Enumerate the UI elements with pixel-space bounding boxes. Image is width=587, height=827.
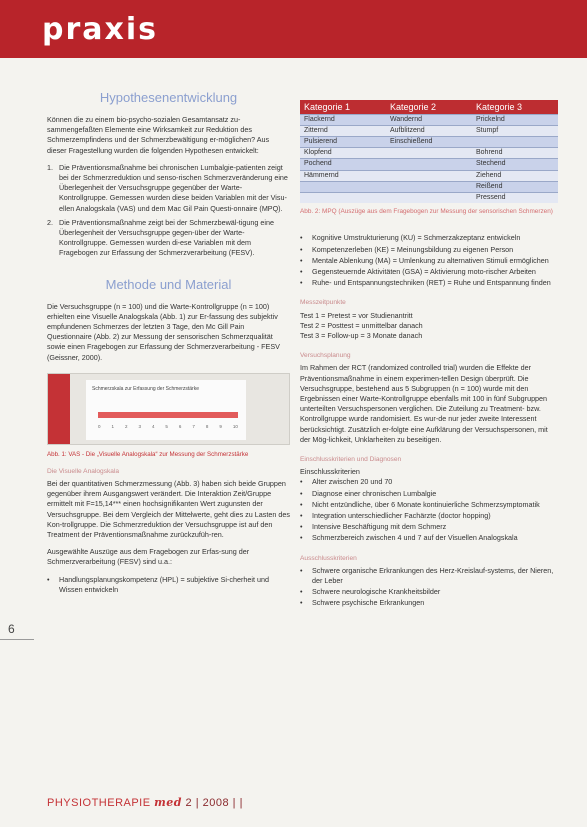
item-text: Schwere organische Erkrankungen des Herz-Kreislauf-systems, der Nieren, der Leber: [312, 565, 554, 586]
versuchsplanung-paragraph: Im Rahmen der RCT (randomized controlled trial) wurden die Effekte der Präventionsmaßnahme in einem experimen-tellen Design überprüft. Die Versuchsgruppe, bestehend aus 5 Subgruppen (n = 100) wurde mit den Ergebnissen einer Warte-Kontrollgruppe ebenfalls mit 100 in fünf Subgruppen unterteilten Versuchspersonen verglichen. Die Zuteilung zu Treatment- bzw. Kontrollgruppe wurde randomisiert. Es wur-de nur jeder zweite Interessent berücksichtigt. Zusätzlich er-folgte eine Aufklärung der Versuchspersonen, mit der Mög-lichkeit, Unklarheiten zu beseitigen.: [300, 363, 548, 444]
table-row: [300, 170, 558, 181]
list-item: [300, 489, 558, 499]
item-text: Handlungsplanungskompetenz (HPL) = subjektive Si-cherheit und Wissen entwickeln: [59, 574, 269, 594]
issue-info: 2 | 2008 | |: [185, 797, 243, 809]
heading-versuchsplanung: Versuchsplanung: [300, 352, 351, 360]
scale-tick: 10: [232, 423, 238, 429]
scale-tick: 9: [219, 423, 222, 429]
bullet: •: [300, 244, 303, 254]
table-cell: Pulsierend: [300, 136, 386, 147]
item-text: Schwere psychische Erkrankungen: [312, 598, 425, 608]
table-cell: Hämmernd: [300, 170, 386, 181]
list-item: [300, 477, 558, 487]
table-row: [300, 148, 558, 159]
table-cell: Reißend: [472, 181, 558, 192]
list-item: [300, 500, 558, 510]
einschluss-list: [300, 477, 558, 543]
item-text: Mentale Ablenkung (MA) = Umlenkung zu alternativen Stimuli ermöglichen: [312, 255, 549, 265]
bullet: •: [300, 499, 303, 509]
item-text: Schmerzbereich zwischen 4 und 7 auf der Visuellen Analogskala: [312, 533, 518, 543]
mess-line: Test 3 = Follow-up = 3 Monate danach: [300, 330, 423, 340]
subheading-vas: Die Visuelle Analogskala: [47, 467, 120, 475]
table-cell: Zitternd: [300, 125, 386, 136]
header-banner: [0, 0, 587, 58]
item-text: Diagnose einer chronischen Lumbalgie: [312, 488, 437, 498]
list-item: [300, 566, 558, 586]
list-item: [300, 511, 558, 521]
table-header: Kategorie 2: [386, 100, 472, 114]
scale-tick: 5: [165, 423, 168, 429]
scale-tick: 3: [138, 423, 141, 429]
table-cell: Flackernd: [300, 114, 386, 125]
messzeitpunkte-block: [300, 311, 558, 342]
bullet: •: [300, 587, 303, 597]
table-row: [300, 192, 558, 203]
table-cell: Ziehend: [472, 170, 558, 181]
scale-tick: 1: [111, 423, 114, 429]
list-item: [300, 522, 558, 532]
table-row: [300, 181, 558, 192]
hypotheses-list: [47, 163, 290, 259]
bullet: •: [300, 233, 303, 243]
table-cell: [300, 181, 386, 192]
list-item: [300, 256, 558, 266]
scale-tick: 7: [192, 423, 195, 429]
list-item: [300, 267, 558, 277]
table-cell: Prickelnd: [472, 114, 558, 125]
heading-hypothesen: Hypothesenentwicklung: [99, 90, 238, 105]
table-cell: Einschießend: [386, 136, 472, 147]
list-item: [47, 575, 290, 595]
bullet: •: [300, 565, 303, 575]
item-text: Intensive Beschäftigung mit dem Schmerz: [312, 522, 447, 532]
table-caption: Abb. 2: MPQ (Auszüge aus dem Fragebogen zur Messung der sensorischen Schmerzen): [300, 208, 553, 216]
bullet: •: [300, 278, 303, 288]
fesv-paragraph: Ausgewählte Auszüge aus dem Fragebogen zur Erfas-sung der Schmerzverarbeitung (FESV) sind u.a.:: [47, 547, 250, 567]
bullet: •: [300, 477, 303, 487]
scale-tick: 6: [178, 423, 182, 429]
table-cell: [472, 136, 558, 147]
heading-messzeitpunkte: Messzeitpunkte: [300, 299, 346, 307]
table-cell: Pressend: [472, 192, 558, 203]
vas-paragraph: Bei der quantitativen Schmerzmessung (Abb. 3) haben sich beide Gruppen gegenüber ihrem Ausgangswert verändert. Die Interaktion Zeit/Gruppe ermittelt mit F=15,14*** einen hochsignifikanten Wert zugunsten der Versuchsgruppe. Bei dem Vergleich der Mittelwerte, geht dies zu Lasten des Kon-trollgruppe. Die Schmerzreduktion der Versuchsgruppe ist auf den Treatment der Präventionsmaßnahme zurückzufüh-ren.: [47, 479, 290, 540]
page-number-rule: [0, 627, 34, 640]
intro-paragraph: Können die zu einem bio-psycho-sozialen Gesamtansatz zu-sammengefaßten Elemente eine Wirksamkeit zur Reduktion des Schmerzempfindens und der Schmerzbewältigung er-möglichen? Aus dieser Fragestellung wurden die folgenden Hypothesen entwickelt:: [47, 115, 270, 155]
table-cell: [386, 192, 472, 203]
table-row: [300, 114, 558, 125]
heading-ausschluss: Ausschlusskriterien: [300, 554, 357, 562]
list-item: [47, 218, 290, 259]
table-cell: Klopfend: [300, 148, 386, 159]
item-text: Integration unterschiedlicher Fachärzte (doctor hopping): [312, 511, 491, 520]
list-item: [47, 163, 290, 214]
item-text: Die Präventionsmaßnahme bei chronischen Lumbalgie-patienten zeigt bei der Schmerzreduktion und senso-rischen Schmerzveränderung eine Überlegenheit der Versuchsgruppe gegenüber der Warte-Kontrollgruppe. Gemessen wurden diese beiden Variablen mit der Visu-ellen Analogskala (VAS) und dem Mac Gil Pain Questi-onnaire (MPQ).: [59, 162, 288, 213]
journal-name: PHYSIOTHERAPIE: [47, 797, 151, 809]
list-item: [300, 245, 558, 255]
table-cell: [386, 148, 472, 159]
scale-tick: 8: [205, 423, 209, 429]
list-item: [300, 598, 558, 608]
bullet: •: [300, 533, 303, 543]
table-row: [300, 125, 558, 136]
scale-tick: 2: [124, 423, 128, 429]
right-column: [300, 100, 558, 610]
ausschluss-list: [300, 566, 558, 609]
table-cell: Stumpf: [472, 125, 558, 136]
bullet: •: [300, 488, 303, 498]
figure-accent: [48, 374, 70, 444]
page-number: 6: [8, 622, 15, 636]
scale-tick: 0: [98, 423, 101, 429]
list-item: [300, 233, 558, 243]
table-cell: [386, 181, 472, 192]
item-number: 2.: [47, 217, 53, 227]
table-row: [300, 159, 558, 170]
table-header: Kategorie 1: [300, 100, 386, 114]
mess-line: Test 2 = Posttest = unmittelbar danach: [300, 320, 423, 330]
mess-line: Test 1 = Pretest = vor Studienantritt: [300, 310, 413, 320]
item-text: Kompetenzerleben (KE) = Meinungsbildung zu eigenen Person: [312, 244, 514, 254]
table-cell: Aufblitzend: [386, 125, 472, 136]
journal-med-logo: med: [154, 796, 182, 809]
item-text: Kognitive Umstrukturierung (KU) = Schmerzakzeptanz entwickeln: [312, 233, 521, 243]
bullet: •: [300, 511, 303, 520]
table-cell: Bohrend: [472, 148, 558, 159]
methode-paragraph: Die Versuchsgruppe (n = 100) und die Warte-Kontrollgruppe (n = 100) erhielten eine Visuelle Analogskala (Abb. 1) zur Er-fassung des subjektiv empfundenen Schmerzes der letzten 3 Tage, den Mc Gill Pain Questionnaire (Abb. 2) zur Messung der sensorischen Schmerzqualität sowie einen Fragebogen zur Erfassung der Schmerzverarbeitung - FESV (Geissner, 2000).: [47, 301, 280, 362]
bullet: •: [300, 598, 303, 608]
table-cell: [386, 159, 472, 170]
vas-scale-bar: [98, 412, 238, 418]
list-item: [300, 587, 558, 597]
item-number: 1.: [47, 162, 53, 172]
list-item: [300, 278, 558, 288]
strategies-list: [300, 233, 558, 288]
figure-title: Schmerzskala zur Erfassung der Schmerzstärke: [92, 385, 199, 392]
heading-einschluss: Einschlusskriterien und Diagnosen: [300, 455, 402, 463]
einschluss-subheading: Einschlusskriterien: [300, 467, 360, 477]
section-title: praxis: [42, 12, 159, 47]
vas-scale-numbers: [98, 422, 238, 432]
item-text: Nicht entzündliche, über 6 Monate kontinuierliche Schmerzsymptomatik: [312, 499, 540, 509]
left-column: [47, 90, 290, 596]
bullet: •: [47, 574, 50, 584]
item-text: Schwere neurologische Krankheitsbilder: [312, 587, 441, 597]
bullet: •: [300, 522, 303, 532]
table-header: Kategorie 3: [472, 100, 558, 114]
table-cell: Wandernd: [386, 114, 472, 125]
bullet: •: [300, 255, 303, 265]
vas-figure: [47, 373, 290, 445]
table-cell: Pochend: [300, 159, 386, 170]
list-item: [300, 533, 558, 543]
item-text: Ruhe- und Entspannungstechniken (RET) = Ruhe und Entspannung finden: [312, 278, 551, 288]
footer: [47, 796, 243, 809]
bullet: •: [300, 266, 303, 276]
heading-methode: Methode und Material: [105, 276, 232, 292]
item-text: Gegensteuernde Aktivitäten (GSA) = Aktivierung moto-rischer Arbeiten: [312, 266, 536, 276]
item-text: Die Präventionsmaßnahme zeigt bei der Schmerzbewäl-tigung eine Überlegenheit der Versuchsgruppe gegen-über der Warte-Kontrollgruppe. Gemessen wurden di-ese Variablen mit dem Fragebogen zur Erfassung der Schmerzverarbeitung (FESV).: [59, 217, 274, 258]
scale-tick: 4: [151, 423, 155, 429]
table-row: [300, 136, 558, 147]
mpq-table: [300, 100, 558, 203]
item-text: Alter zwischen 20 und 70: [312, 477, 393, 487]
figure1-caption: Abb. 1: VAS - Die „Visuelle Analogskala“ zur Messung der Schmerzstärke: [47, 450, 249, 458]
table-cell: Stechend: [472, 159, 558, 170]
table-cell: [386, 170, 472, 181]
fesv-list: [47, 575, 290, 595]
table-cell: [300, 192, 386, 203]
